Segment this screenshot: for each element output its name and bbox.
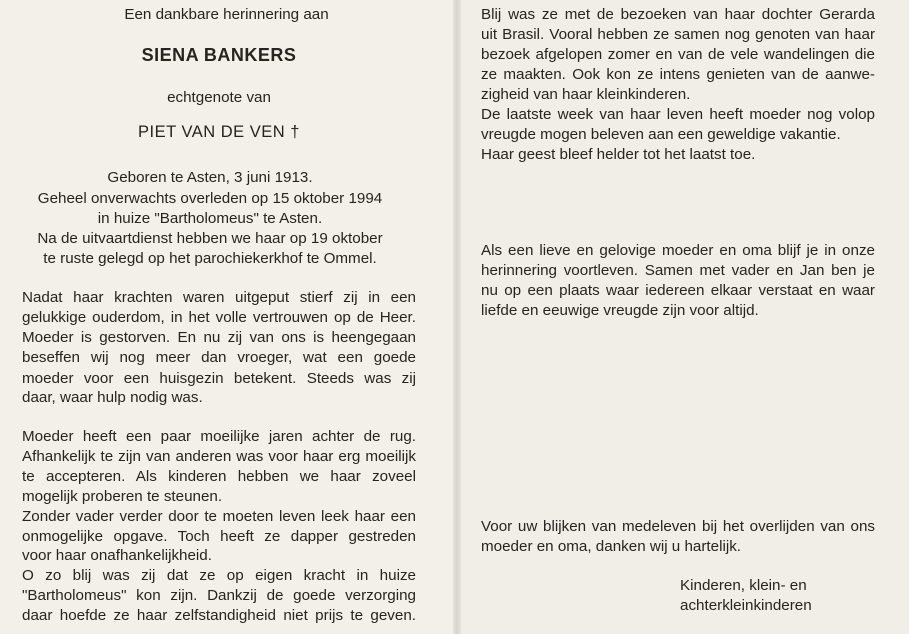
intro-text: Een dankbare herinnering aan	[124, 6, 329, 23]
text-line: nu op een plaats waar iedereen elkaar verstaat en waar	[481, 282, 875, 299]
spouse-name: PIET VAN DE VEN †	[138, 123, 300, 141]
text-line: onmogelijke opgave. Toch heeft ze dapper gestreden	[22, 528, 416, 545]
detail-line: in huize "Bartholomeus" te Asten.	[97, 210, 323, 227]
text-line: Blij was ze met de bezoeken van haar dochter Gerarda	[481, 6, 875, 23]
text-line: gelukkige ouderdom, in het volle vertrouwen op de Heer.	[22, 309, 416, 326]
text-line: moeder en oma, danken wij u hartelijk.	[481, 538, 742, 555]
page-fold	[453, 0, 461, 634]
text-line: vreugde mogen beleven aan een geweldige vakantie.	[481, 126, 841, 143]
text-line: Haar geest bleef helder tot het laatst toe.	[481, 146, 756, 163]
signature-line: Kinderen, klein- en	[680, 577, 807, 594]
text-line: Als een lieve en gelovige moeder en oma blijf je in onze	[481, 242, 875, 259]
text-line: beseffen wij nog meer dan vroeger, wat een goede	[22, 349, 416, 366]
text-line: Moeder is gestorven. En nu zij van ons is heengegaan	[22, 329, 416, 346]
text-line: herinnering voortleven. Samen met vader en Jan ben je	[481, 262, 875, 279]
relation-text: echtgenote van	[167, 89, 271, 106]
text-line: Voor uw blijken van medeleven bij het overlijden van ons	[481, 518, 875, 535]
right-page	[461, 0, 909, 634]
text-line: bezoek afgelopen zomer en van de vele wandelingen die	[481, 46, 875, 63]
signature-line: achterkleinkinderen	[680, 597, 812, 614]
text-line: ze maakten. Ook kon ze intens genieten van de aanwe-	[481, 66, 875, 83]
text-line: "Bartholomeus" kon zijn. Dankzij de goede verzorging	[22, 587, 416, 604]
detail-line: Na de uitvaartdienst hebben we haar op 19 oktober	[37, 230, 383, 247]
text-line: mogelijk proberen te steunen.	[22, 488, 223, 505]
text-line: zigheid van haar kleinkinderen.	[481, 86, 691, 103]
text-line: daar hoefde ze haar zelfstandigheid niet prijs te geven.	[22, 607, 416, 624]
text-line: Moeder heeft een paar moeilijke jaren achter de rug.	[22, 428, 416, 445]
text-line: te accepteren. Als kinderen hebben we haar zoveel	[22, 468, 416, 485]
text-line: Zonder vader verder door te moeten leven leek haar een	[22, 508, 416, 525]
text-line: De laatste week van haar leven heeft moeder nog volop	[481, 106, 875, 123]
text-line: liefde en eeuwige vreugde zijn voor altijd.	[481, 302, 759, 319]
detail-line: Geboren te Asten, 3 juni 1913.	[107, 169, 313, 186]
deceased-name: SIENA BANKERS	[141, 45, 297, 65]
detail-line: Geheel onverwachts overleden op 15 oktober 1994	[37, 190, 383, 207]
text-line: uit Brasil. Vooral hebben ze samen nog genoten van haar	[481, 26, 875, 43]
text-line: daar, waar hulp nodig was.	[22, 389, 203, 406]
text-line: Afhankelijk te zijn van anderen was voor haar erg moeilijk	[22, 448, 416, 465]
text-line: Nadat haar krachten waren uitgeput stierf zij in een	[22, 289, 416, 306]
text-line: moeder voor een huisgezin betekent. Steeds was zij	[22, 370, 416, 387]
left-page	[0, 0, 453, 634]
detail-line: te ruste gelegd op het parochiekerkhof te Ommel.	[43, 250, 377, 267]
text-line: voor haar onafhankelijkheid.	[22, 547, 212, 564]
text-line: O zo blij was zij dat ze op eigen kracht in huize	[22, 567, 416, 584]
